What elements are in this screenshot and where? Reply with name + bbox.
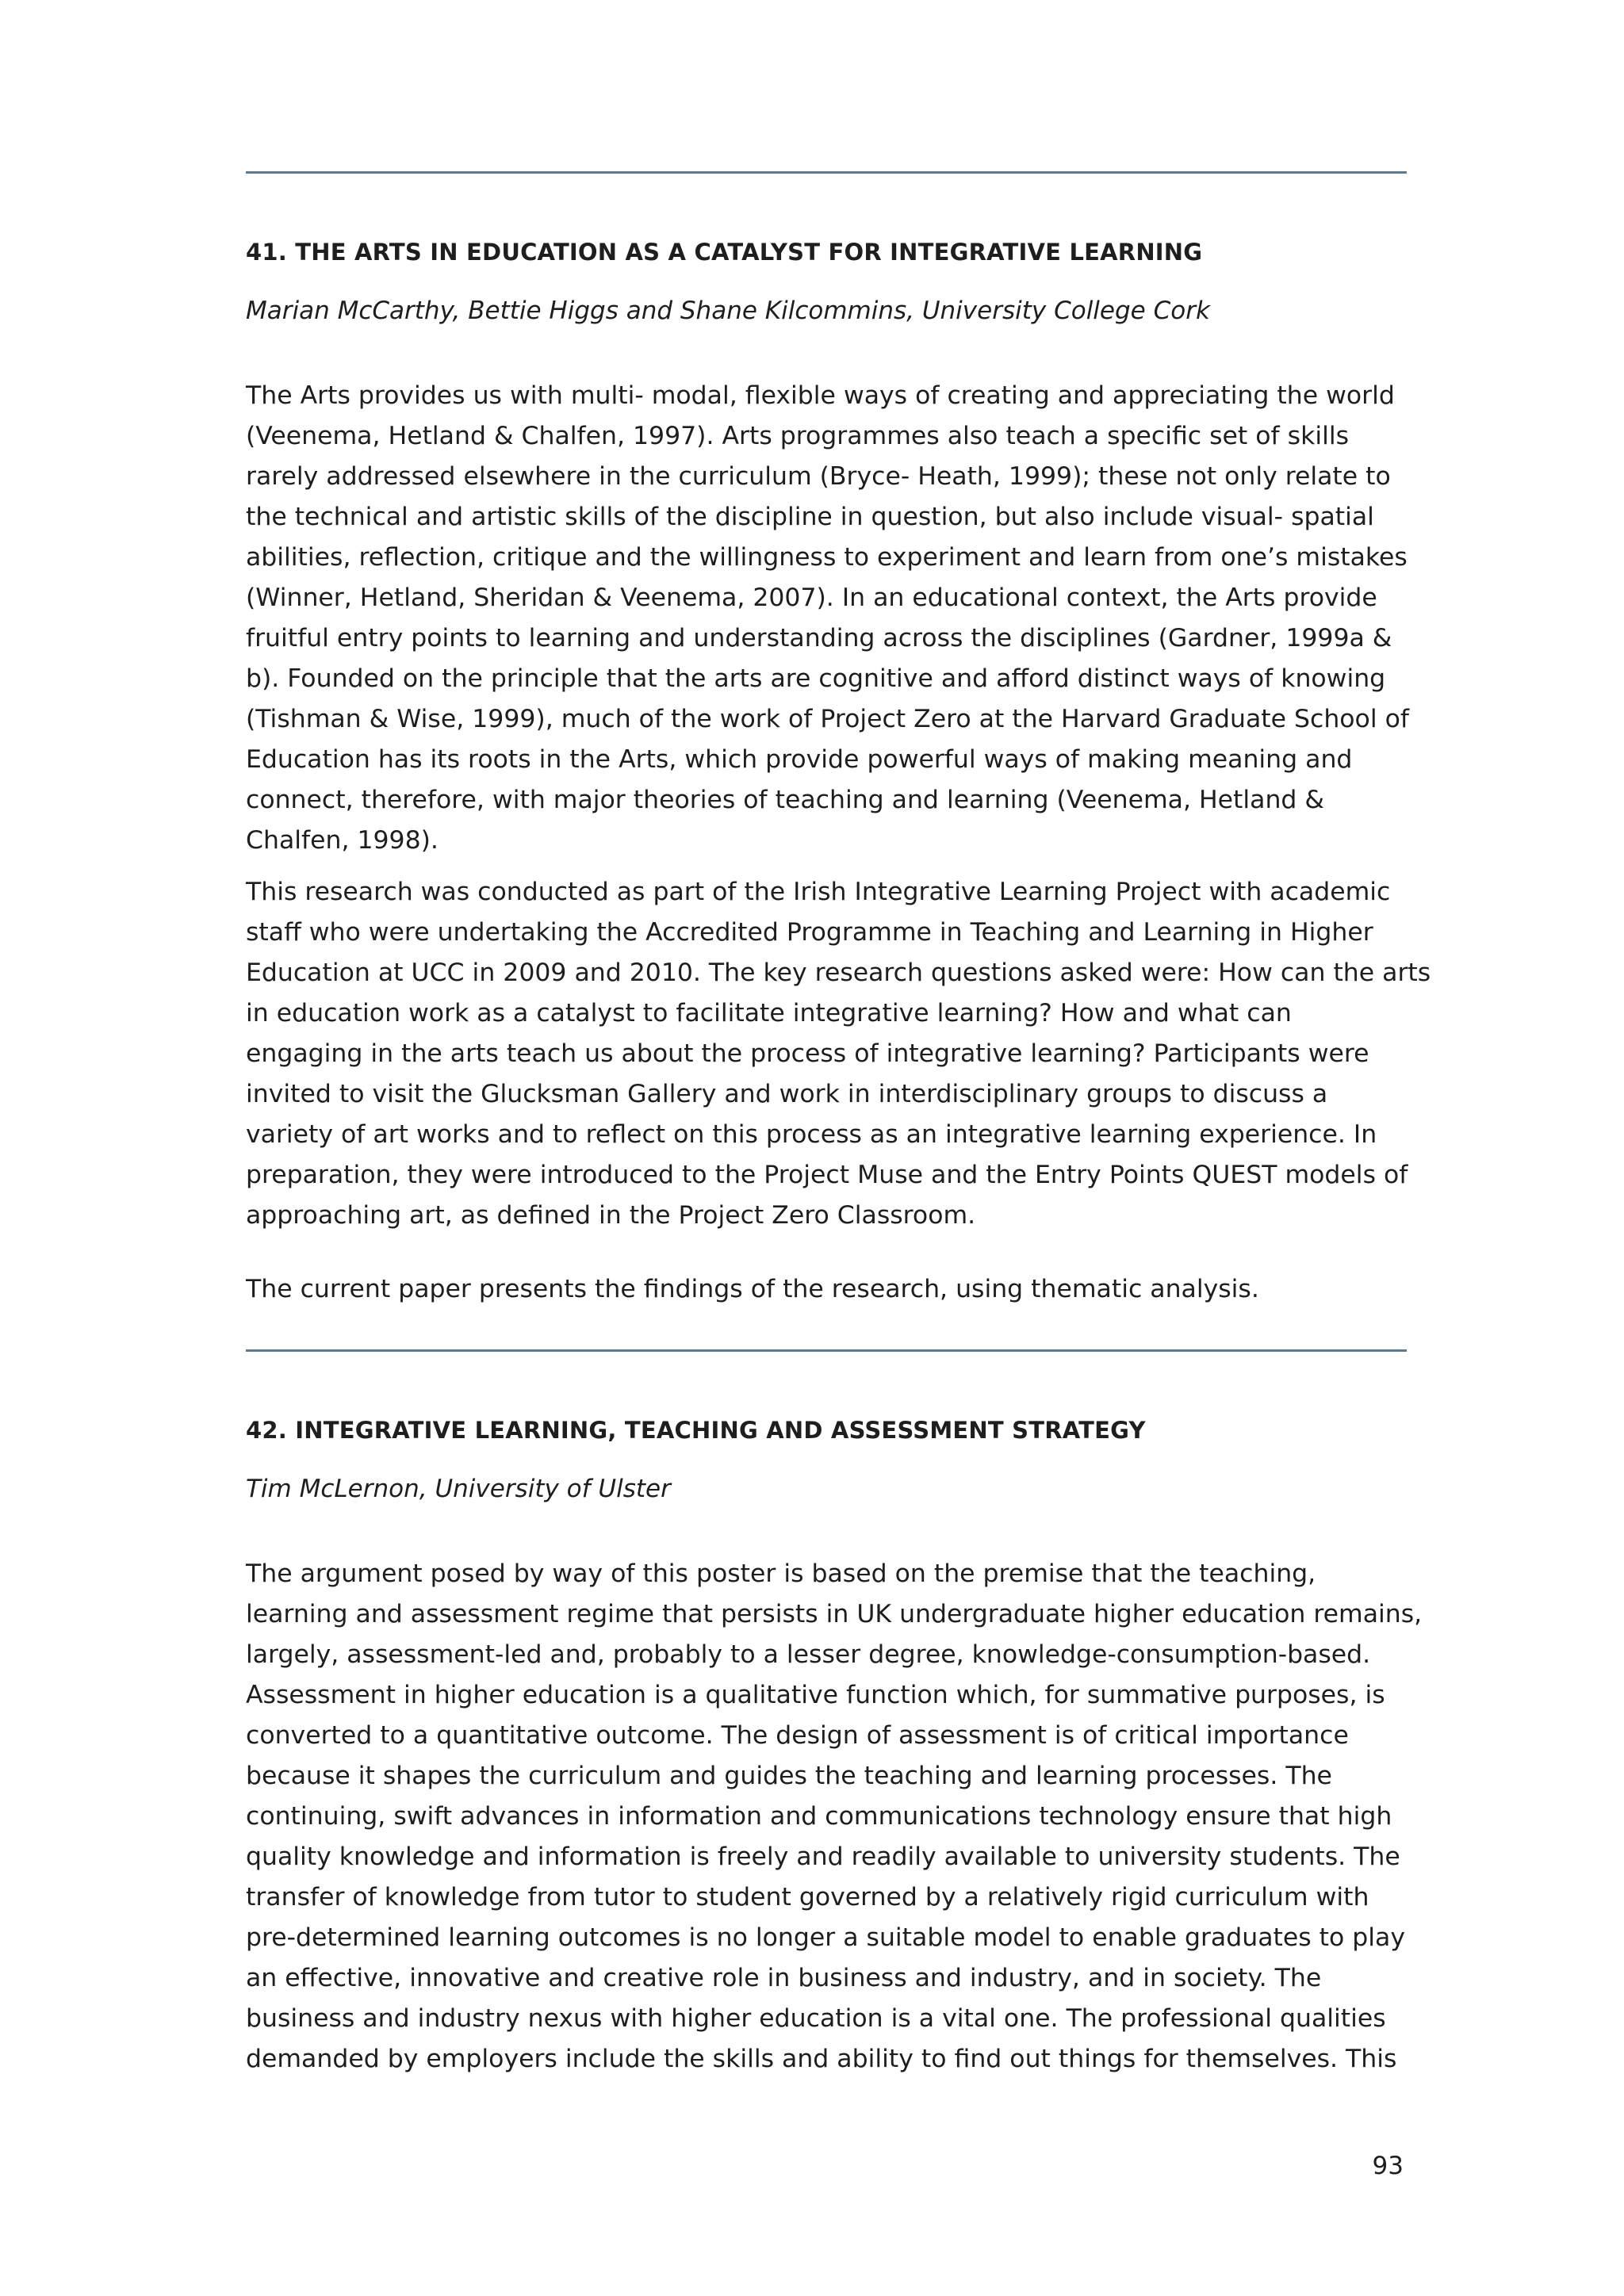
text-line: Education has its roots in the Arts, which provide powerful ways of making meaning and: [246, 745, 1353, 774]
text-line: the technical and artistic skills of the discipline in question, but also include visual- spatial: [246, 503, 1374, 531]
text-line: The current paper presents the findings of the research, using thematic analysis.: [246, 1275, 1259, 1303]
text-line: approaching art, as defined in the Project Zero Classroom.: [246, 1201, 976, 1230]
section-heading: [246, 236, 1404, 268]
text-line: This research was conducted as part of the Irish Integrative Learning Project with academic: [246, 878, 1391, 906]
text-line: engaging in the arts teach us about the process of integrative learning? Participants were: [246, 1039, 1369, 1068]
text-line: largely, assessment-led and, probably to a lesser degree, knowledge-consumption-based.: [246, 1640, 1371, 1669]
text-line: Assessment in higher education is a qualitative function which, for summative purposes, is: [246, 1681, 1385, 1709]
top-divider: [246, 171, 1407, 174]
section-title: THE ARTS IN EDUCATION AS A CATALYST FOR INTEGRATIVE LEARNING: [295, 239, 1203, 266]
text-line: The Arts provides us with multi- modal, flexible ways of creating and appreciating the world: [246, 381, 1395, 410]
text-line: because it shapes the curriculum and guides the teaching and learning processes. The: [246, 1762, 1332, 1790]
text-line: an effective, innovative and creative role in business and industry, and in society. The: [246, 1964, 1322, 1992]
text-line: Education at UCC in 2009 and 2010. The key research questions asked were: How can the arts: [246, 959, 1431, 987]
text-line: converted to a quantitative outcome. The design of assessment is of critical importance: [246, 1721, 1349, 1750]
text-line: staff who were undertaking the Accredited Programme in Teaching and Learning in Higher: [246, 918, 1373, 947]
text-line: fruitful entry points to learning and understanding across the disciplines (Gardner, 1999a &: [246, 624, 1392, 652]
paragraph: [246, 1269, 1404, 1310]
text-line: connect, therefore, with major theories of teaching and learning (Veenema, Hetland &: [246, 786, 1324, 814]
text-line: Chalfen, 1998).: [246, 826, 439, 855]
text-line: (Tishman & Wise, 1999), much of the work of Project Zero at the Harvard Graduate School of: [246, 705, 1409, 733]
text-line: transfer of knowledge from tutor to student governed by a relatively rigid curriculum with: [246, 1883, 1369, 1911]
text-line: abilities, reflection, critique and the willingness to experiment and learn from one’s mistakes: [246, 543, 1408, 572]
text-line: learning and assessment regime that persists in UK undergraduate higher education remains,: [246, 1600, 1423, 1628]
section-title: INTEGRATIVE LEARNING, TEACHING AND ASSESSMENT STRATEGY: [295, 1417, 1146, 1444]
section-heading: [246, 1414, 1404, 1446]
section-authors: Tim McLernon, University of Ulster: [246, 1475, 671, 1503]
text-line: demanded by employers include the skills and ability to find out things for themselves. This: [246, 2045, 1397, 2073]
section-41: [246, 236, 1431, 1310]
paragraph: [246, 872, 1431, 1236]
text-line: (Veenema, Hetland & Chalfen, 1997). Arts programmes also teach a specific set of skills: [246, 422, 1349, 450]
text-line: pre-determined learning outcomes is no longer a suitable model to enable graduates to play: [246, 1923, 1405, 1952]
text-line: in education work as a catalyst to facilitate integrative learning? How and what can: [246, 999, 1292, 1027]
text-line: variety of art works and to reflect on this process as an integrative learning experience. In: [246, 1120, 1377, 1149]
text-line: continuing, swift advances in information and communications technology ensure that high: [246, 1802, 1392, 1831]
text-line: quality knowledge and information is freely and readily available to university students. The: [246, 1843, 1400, 1871]
text-line: preparation, they were introduced to the Project Muse and the Entry Points QUEST models of: [246, 1161, 1408, 1189]
text-line: business and industry nexus with higher education is a vital one. The professional qualities: [246, 2004, 1386, 2033]
text-line: (Winner, Hetland, Sheridan & Veenema, 2007). In an educational context, the Arts provide: [246, 584, 1377, 612]
text-line: invited to visit the Glucksman Gallery and work in interdisciplinary groups to discuss a: [246, 1080, 1328, 1108]
section-number: 41.: [246, 239, 287, 266]
section-number: 42.: [246, 1417, 287, 1444]
paragraph: [246, 1554, 1423, 2080]
section-divider: [246, 1349, 1407, 1352]
text-line: b). Founded on the principle that the arts are cognitive and afford distinct ways of knowing: [246, 664, 1386, 693]
paragraph: [246, 376, 1409, 861]
section-authors: Marian McCarthy, Bettie Higgs and Shane Kilcommins, University College Cork: [246, 297, 1210, 325]
text-line: rarely addressed elsewhere in the curriculum (Bryce- Heath, 1999); these not only relate to: [246, 462, 1391, 491]
page-number: 93: [1372, 2152, 1404, 2180]
text-line: The argument posed by way of this poster is based on the premise that the teaching,: [246, 1559, 1316, 1588]
section-42: [246, 1414, 1423, 2080]
